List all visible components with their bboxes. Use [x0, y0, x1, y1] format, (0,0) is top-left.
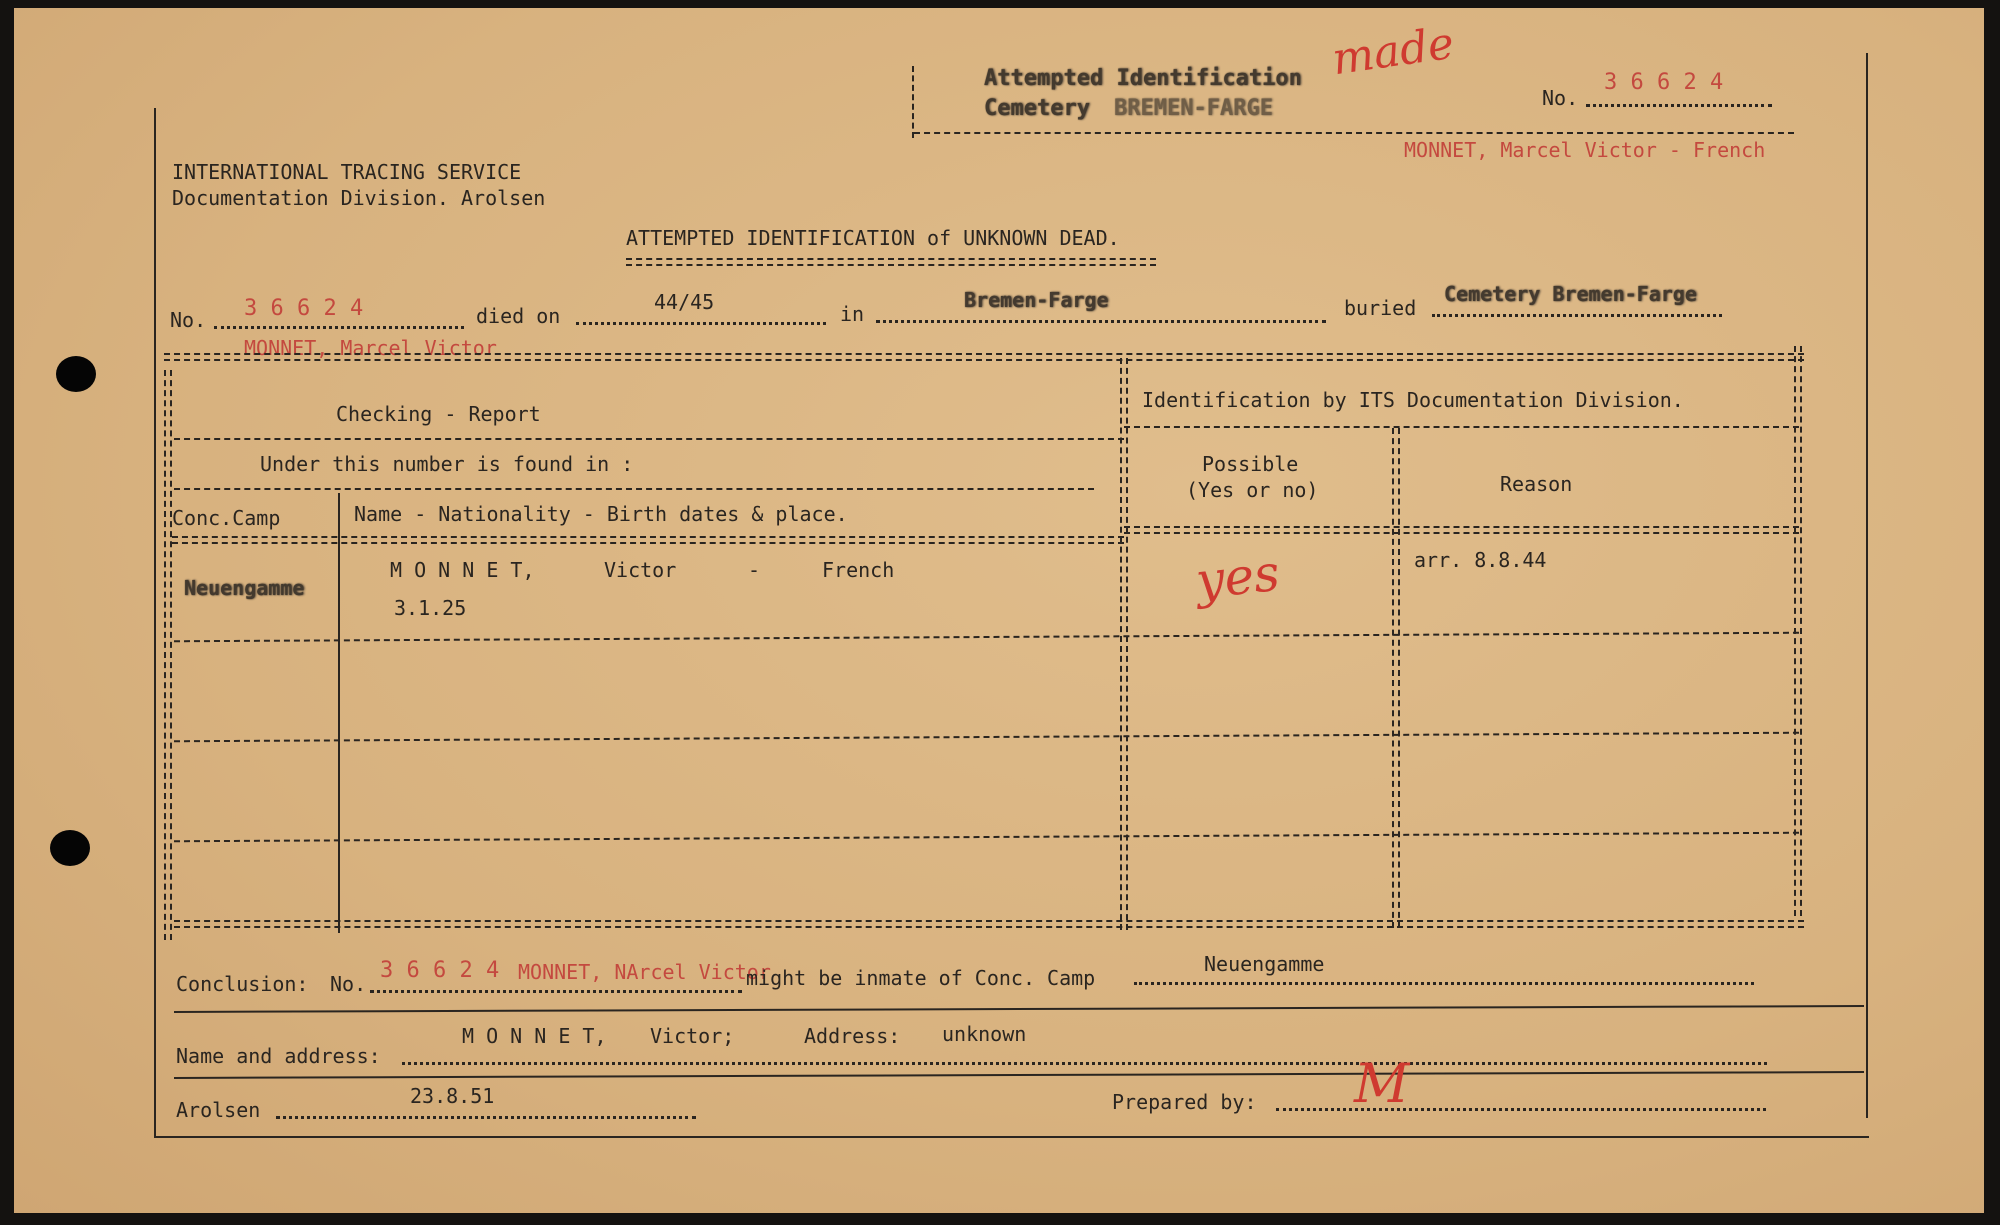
table-divider-camp — [338, 493, 340, 933]
record-in-dots — [876, 320, 1326, 323]
footer-date-dots — [276, 1116, 696, 1119]
under-number-heading: Under this number is found in : — [260, 452, 634, 476]
name-address-label: Name and address: — [176, 1044, 381, 1068]
header-attempted-identification: Attempted Identification — [984, 66, 1302, 91]
name-address-firstname: Victor; — [650, 1024, 735, 1048]
document-title: ATTEMPTED IDENTIFICATION of UNKNOWN DEAD. — [626, 226, 1120, 250]
address-value: unknown — [942, 1022, 1027, 1046]
record-died-dots — [576, 322, 826, 325]
row1-bottom-line — [174, 632, 1799, 643]
record-died-value: 44/45 — [654, 290, 715, 314]
row1-reason: arr. 8.8.44 — [1414, 548, 1547, 572]
prepared-by-label: Prepared by: — [1112, 1090, 1257, 1114]
record-name-red: MONNET, Marcel Victor — [244, 336, 497, 360]
column-header-underline — [172, 536, 1124, 544]
name-address-surname: M O N N E T, — [462, 1024, 607, 1048]
table-top-border — [164, 353, 1804, 361]
prepared-by-signature: M — [1354, 1052, 1410, 1115]
conclusion-no-dots — [370, 990, 742, 993]
record-buried-dots — [1432, 314, 1722, 317]
org-line1: INTERNATIONAL TRACING SERVICE — [172, 160, 522, 184]
conclusion-rule — [174, 1005, 1864, 1013]
header-cemetery-value: BREMEN-FARGE — [1114, 96, 1273, 121]
conclusion-camp: Neuengamme — [1204, 952, 1325, 976]
checking-report-heading: Checking - Report — [336, 402, 541, 426]
handwritten-made: made — [1329, 17, 1458, 86]
header-name-red: MONNET, Marcel Victor - French — [1404, 138, 1766, 162]
footer-place: Arolsen — [176, 1098, 261, 1122]
possible-header-underline — [1124, 526, 1799, 534]
under-number-underline — [174, 488, 1094, 490]
row3-bottom-line — [174, 832, 1799, 843]
record-no-label: No. — [170, 308, 207, 332]
reason-heading: Reason — [1500, 472, 1573, 496]
conclusion-name-red: MONNET, NArcel Victor — [518, 960, 771, 984]
row1-nationality: French — [822, 558, 895, 582]
row1-possible-yes: yes — [1193, 543, 1283, 611]
row2-bottom-line — [174, 732, 1799, 743]
document-card — [14, 8, 1984, 1213]
record-buried-value: Cemetery Bremen-Farge — [1444, 282, 1697, 306]
right-border-line — [1866, 53, 1868, 1118]
address-label: Address: — [804, 1024, 901, 1048]
header-no-label: No. — [1542, 86, 1579, 110]
record-no-value: 3 6 6 2 4 — [244, 296, 364, 321]
prepared-by-dots — [1276, 1108, 1766, 1111]
header-no-value: 3 6 6 2 4 — [1604, 70, 1724, 95]
record-in-label: in — [840, 302, 865, 326]
record-died-label: died on — [476, 304, 561, 328]
header-box-bottom — [914, 132, 1794, 134]
row1-birth: 3.1.25 — [394, 596, 467, 620]
conclusion-might-be: might be inmate of Conc. Camp — [746, 966, 1096, 990]
record-no-dots — [214, 326, 464, 329]
row1-camp: Neuengamme — [184, 576, 305, 600]
table-left-border — [164, 370, 172, 940]
bottom-border-line — [154, 1136, 1869, 1138]
possible-heading: Possible — [1202, 452, 1299, 476]
name-address-rule — [174, 1071, 1864, 1079]
table-bottom-border — [174, 920, 1804, 928]
record-buried-label: buried — [1344, 296, 1417, 320]
conclusion-camp-dots — [1134, 982, 1754, 985]
row1-surname: M O N N E T, — [390, 558, 535, 582]
title-underline — [626, 258, 1156, 266]
record-in-value: Bremen-Farge — [964, 288, 1109, 312]
footer-date: 23.8.51 — [410, 1084, 495, 1108]
checking-report-underline — [174, 438, 1124, 440]
punch-hole-top — [56, 356, 96, 392]
name-column-heading: Name - Nationality - Birth dates & place. — [354, 502, 848, 526]
row1-firstname: Victor — [604, 558, 677, 582]
row1-dash: - — [748, 558, 761, 582]
punch-hole-bottom — [50, 830, 90, 866]
identification-heading: Identification by ITS Documentation Division. — [1142, 388, 1684, 412]
yes-or-no-heading: (Yes or no) — [1186, 478, 1319, 502]
header-cemetery-label: Cemetery — [984, 96, 1090, 121]
header-no-dots — [1586, 104, 1772, 107]
org-line2: Documentation Division. Arolsen — [172, 186, 546, 210]
conclusion-no-label: No. — [330, 972, 367, 996]
left-border-line — [154, 108, 156, 1138]
conc-camp-heading: Conc.Camp — [172, 506, 281, 530]
name-address-dots — [402, 1062, 1767, 1065]
conclusion-no-value: 3 6 6 2 4 — [380, 958, 500, 983]
table-divider-reason — [1392, 428, 1400, 928]
header-box-left — [912, 66, 914, 138]
identification-underline — [1124, 426, 1799, 428]
table-divider-checking — [1120, 358, 1128, 930]
conclusion-label: Conclusion: — [176, 972, 309, 996]
